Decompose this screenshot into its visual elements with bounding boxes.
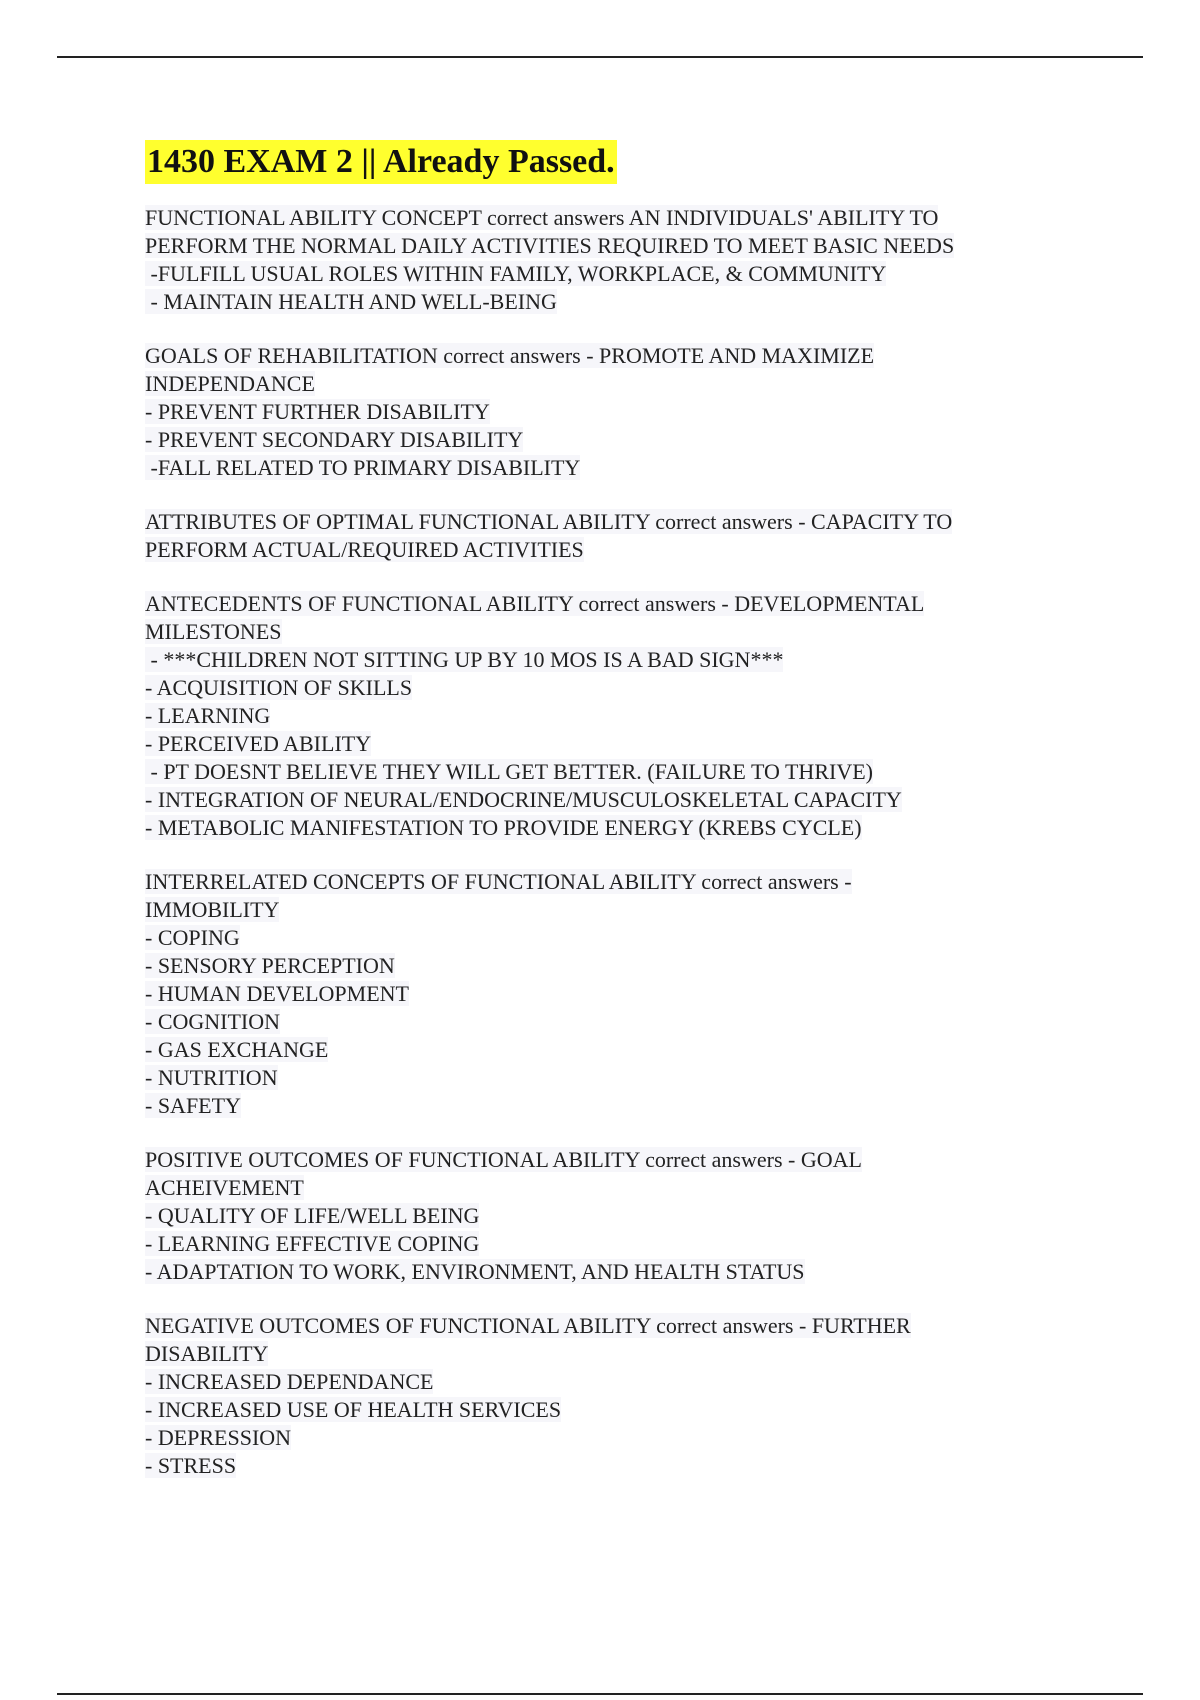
text-line: MILESTONES [145,619,282,644]
text-line: - PERCEIVED ABILITY [145,731,372,756]
section-negative-outcomes [145,1312,1065,1480]
text-line: ATTRIBUTES OF OPTIMAL FUNCTIONAL ABILITY correct answers - CAPACITY TO [145,509,953,534]
text-line: ANTECEDENTS OF FUNCTIONAL ABILITY correct answers - DEVELOPMENTAL [145,591,925,616]
document-body [145,140,1065,1506]
text-line: FUNCTIONAL ABILITY CONCEPT correct answers AN INDIVIDUALS' ABILITY TO [145,205,939,230]
text-line: NEGATIVE OUTCOMES OF FUNCTIONAL ABILITY correct answers - FURTHER [145,1313,911,1338]
text-line: - SAFETY [145,1093,241,1118]
top-rule [57,56,1143,58]
text-line: - HUMAN DEVELOPMENT [145,981,409,1006]
text-line: -FULFILL USUAL ROLES WITHIN FAMILY, WORKPLACE, & COMMUNITY [145,261,887,286]
text-line: - ***CHILDREN NOT SITTING UP BY 10 MOS IS A BAD SIGN*** [145,647,784,672]
section-interrelated-concepts [145,868,1065,1120]
document-title: 1430 EXAM 2 || Already Passed. [145,140,617,184]
text-line: GOALS OF REHABILITATION correct answers - PROMOTE AND MAXIMIZE [145,343,875,368]
text-line: - QUALITY OF LIFE/WELL BEING [145,1203,480,1228]
text-line: - PREVENT SECONDARY DISABILITY [145,427,524,452]
text-line: - SENSORY PERCEPTION [145,953,395,978]
text-line: ACHEIVEMENT [145,1175,304,1200]
section-functional-ability-concept [145,204,1065,316]
text-line: - COPING [145,925,240,950]
text-line: - PT DOESNT BELIEVE THEY WILL GET BETTER. (FAILURE TO THRIVE) [145,759,873,784]
text-line: - ADAPTATION TO WORK, ENVIRONMENT, AND HEALTH STATUS [145,1259,805,1284]
text-line: - STRESS [145,1453,237,1478]
section-attributes [145,508,1065,564]
text-line: - INCREASED USE OF HEALTH SERVICES [145,1397,562,1422]
text-line: PERFORM ACTUAL/REQUIRED ACTIVITIES [145,537,584,562]
text-line: POSITIVE OUTCOMES OF FUNCTIONAL ABILITY correct answers - GOAL [145,1147,862,1172]
text-line: - PREVENT FURTHER DISABILITY [145,399,490,424]
text-line: - LEARNING EFFECTIVE COPING [145,1231,480,1256]
text-line: INDEPENDANCE [145,371,315,396]
text-line: - METABOLIC MANIFESTATION TO PROVIDE ENERGY (KREBS CYCLE) [145,815,862,840]
text-line: PERFORM THE NORMAL DAILY ACTIVITIES REQUIRED TO MEET BASIC NEEDS [145,233,955,258]
text-line: DISABILITY [145,1341,269,1366]
text-line: -FALL RELATED TO PRIMARY DISABILITY [145,455,581,480]
bottom-rule [57,1693,1143,1695]
text-line: - ACQUISITION OF SKILLS [145,675,413,700]
text-line: - NUTRITION [145,1065,278,1090]
text-line: - LEARNING [145,703,271,728]
section-antecedents [145,590,1065,842]
text-line: - COGNITION [145,1009,281,1034]
section-goals-of-rehabilitation [145,342,1065,482]
section-positive-outcomes [145,1146,1065,1286]
text-line: - GAS EXCHANGE [145,1037,329,1062]
text-line: - DEPRESSION [145,1425,292,1450]
text-line: - INCREASED DEPENDANCE [145,1369,434,1394]
text-line: - INTEGRATION OF NEURAL/ENDOCRINE/MUSCULOSKELETAL CAPACITY [145,787,902,812]
text-line: - MAINTAIN HEALTH AND WELL-BEING [145,289,557,314]
text-line: IMMOBILITY [145,897,280,922]
text-line: INTERRELATED CONCEPTS OF FUNCTIONAL ABILITY correct answers - [145,869,852,894]
